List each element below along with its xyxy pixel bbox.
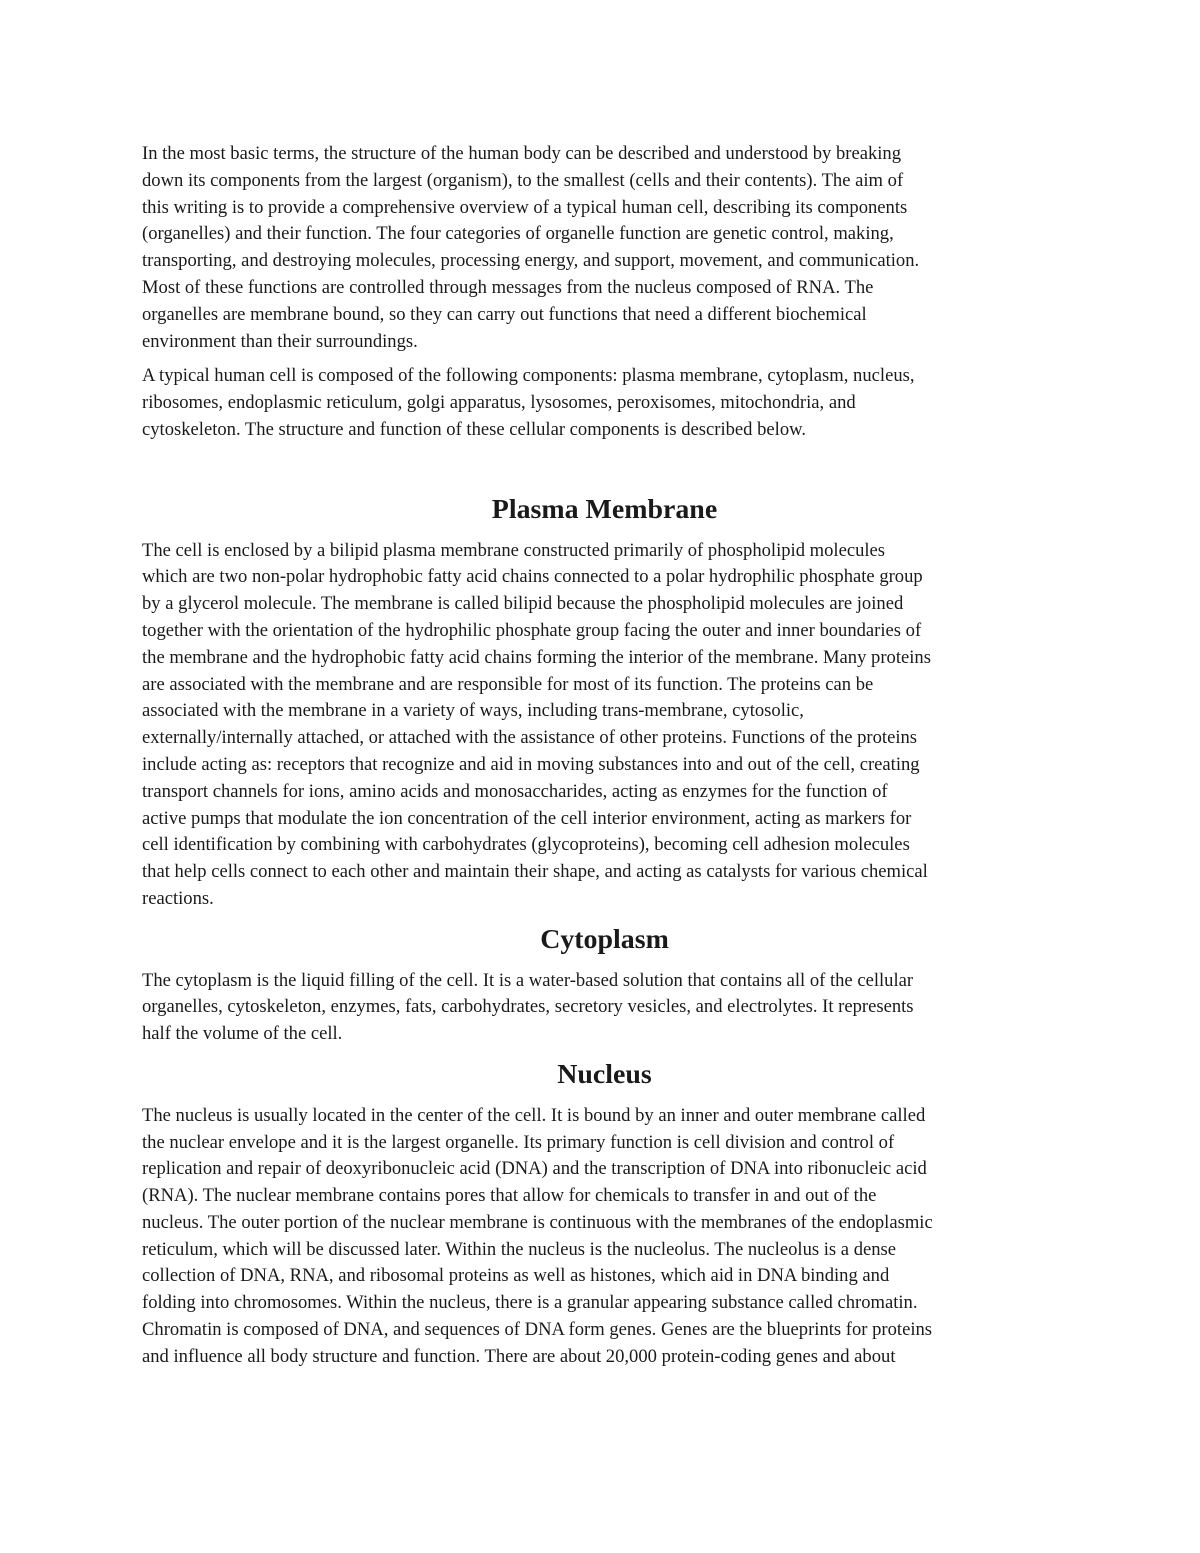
plasma-membrane-paragraph bbox=[142, 538, 1067, 913]
text-line: associated with the membrane in a variety of ways, including trans-membrane, cytosolic, bbox=[142, 700, 804, 722]
text-line: Chromatin is composed of DNA, and sequences of DNA form genes. Genes are the blueprints for proteins bbox=[142, 1319, 933, 1341]
text-line: are associated with the membrane and are responsible for most of its function. The proteins can be bbox=[142, 673, 874, 695]
text-line: organelles are membrane bound, so they can carry out functions that need a different biochemical bbox=[142, 303, 867, 325]
text-line: reticulum, which will be discussed later. Within the nucleus is the nucleolus. The nucleolus is a dense bbox=[142, 1238, 897, 1260]
text-line: A typical human cell is composed of the following components: plasma membrane, cytoplasm, nucleus, bbox=[142, 365, 915, 387]
heading-nucleus: Nucleus bbox=[557, 1058, 652, 1090]
intro-paragraph-1 bbox=[142, 141, 1067, 355]
text-line: cytoskeleton. The structure and function of these cellular components is described below. bbox=[142, 418, 807, 440]
cytoplasm-paragraph bbox=[142, 968, 1067, 1048]
intro-paragraph-2 bbox=[142, 363, 1067, 443]
heading-cytoplasm: Cytoplasm bbox=[540, 923, 669, 955]
text-line: transporting, and destroying molecules, processing energy, and support, movement, and communication. bbox=[142, 250, 920, 272]
text-line: The cytoplasm is the liquid filling of the cell. It is a water-based solution that contains all of the cellular bbox=[142, 969, 914, 991]
text-line: down its components from the largest (organism), to the smallest (cells and their contents). The aim of bbox=[142, 169, 904, 191]
text-line: environment than their surroundings. bbox=[142, 330, 418, 352]
text-line: The cell is enclosed by a bilipid plasma membrane constructed primarily of phospholipid molecules bbox=[142, 539, 886, 561]
text-line: nucleus. The outer portion of the nuclear membrane is continuous with the membranes of the endoplasmic bbox=[142, 1211, 933, 1233]
text-line: (organelles) and their function. The four categories of organelle function are genetic control, making, bbox=[142, 223, 894, 245]
text-line: ribosomes, endoplasmic reticulum, golgi apparatus, lysosomes, peroxisomes, mitochondria, and bbox=[142, 392, 856, 414]
text-line: reactions. bbox=[142, 887, 214, 909]
text-line: externally/internally attached, or attached with the assistance of other proteins. Functions of the proteins bbox=[142, 727, 918, 749]
text-line: cell identification by combining with carbohydrates (glycoproteins), becoming cell adhesion molecules bbox=[142, 834, 910, 856]
text-line: include acting as: receptors that recognize and aid in moving substances into and out of the cell, creating bbox=[142, 753, 920, 775]
text-line: the nuclear envelope and it is the largest organelle. Its primary function is cell division and control of bbox=[142, 1131, 895, 1153]
heading-spacer bbox=[142, 1089, 1067, 1103]
text-line: collection of DNA, RNA, and ribosomal proteins as well as histones, which aid in DNA binding and bbox=[142, 1265, 890, 1287]
text-line: The nucleus is usually located in the center of the cell. It is bound by an inner and outer membrane called bbox=[142, 1104, 926, 1126]
document-body bbox=[142, 141, 1067, 1371]
nucleus-paragraph bbox=[142, 1103, 1067, 1371]
heading-spacer bbox=[142, 524, 1067, 538]
text-line: folding into chromosomes. Within the nucleus, there is a granular appearing substance called chromatin. bbox=[142, 1292, 918, 1314]
text-line: transport channels for ions, amino acids and monosaccharides, acting as enzymes for the function of bbox=[142, 780, 888, 802]
text-line: together with the orientation of the hydrophilic phosphate group facing the outer and inner boundaries of bbox=[142, 619, 922, 641]
text-line: this writing is to provide a comprehensive overview of a typical human cell, describing its components bbox=[142, 196, 908, 218]
section-spacer bbox=[142, 444, 1067, 497]
text-line: that help cells connect to each other and maintain their shape, and acting as catalysts for various chemical bbox=[142, 861, 928, 883]
text-line: Most of these functions are controlled through messages from the nucleus composed of RNA. The bbox=[142, 276, 874, 298]
text-line: half the volume of the cell. bbox=[142, 1023, 343, 1045]
text-line: which are two non-polar hydrophobic fatty acid chains connected to a polar hydrophilic phosphate group bbox=[142, 566, 923, 588]
text-line: the membrane and the hydrophobic fatty acid chains forming the interior of the membrane. Many proteins bbox=[142, 646, 931, 668]
text-line: active pumps that modulate the ion concentration of the cell interior environment, acting as markers for bbox=[142, 807, 912, 829]
text-line: (RNA). The nuclear membrane contains pores that allow for chemicals to transfer in and out of the bbox=[142, 1185, 877, 1207]
text-line: and influence all body structure and function. There are about 20,000 protein-coding genes and about bbox=[142, 1345, 896, 1367]
text-line: organelles, cytoskeleton, enzymes, fats, carbohydrates, secretory vesicles, and electrolytes. It represents bbox=[142, 996, 914, 1018]
text-line: by a glycerol molecule. The membrane is called bilipid because the phospholipid molecules are joined bbox=[142, 593, 904, 615]
heading-plasma-membrane: Plasma Membrane bbox=[491, 493, 718, 525]
text-line: replication and repair of deoxyribonucleic acid (DNA) and the transcription of DNA into ribonucleic acid bbox=[142, 1158, 927, 1180]
text-line: In the most basic terms, the structure of the human body can be described and understood by breaking bbox=[142, 143, 902, 164]
heading-spacer bbox=[142, 954, 1067, 968]
